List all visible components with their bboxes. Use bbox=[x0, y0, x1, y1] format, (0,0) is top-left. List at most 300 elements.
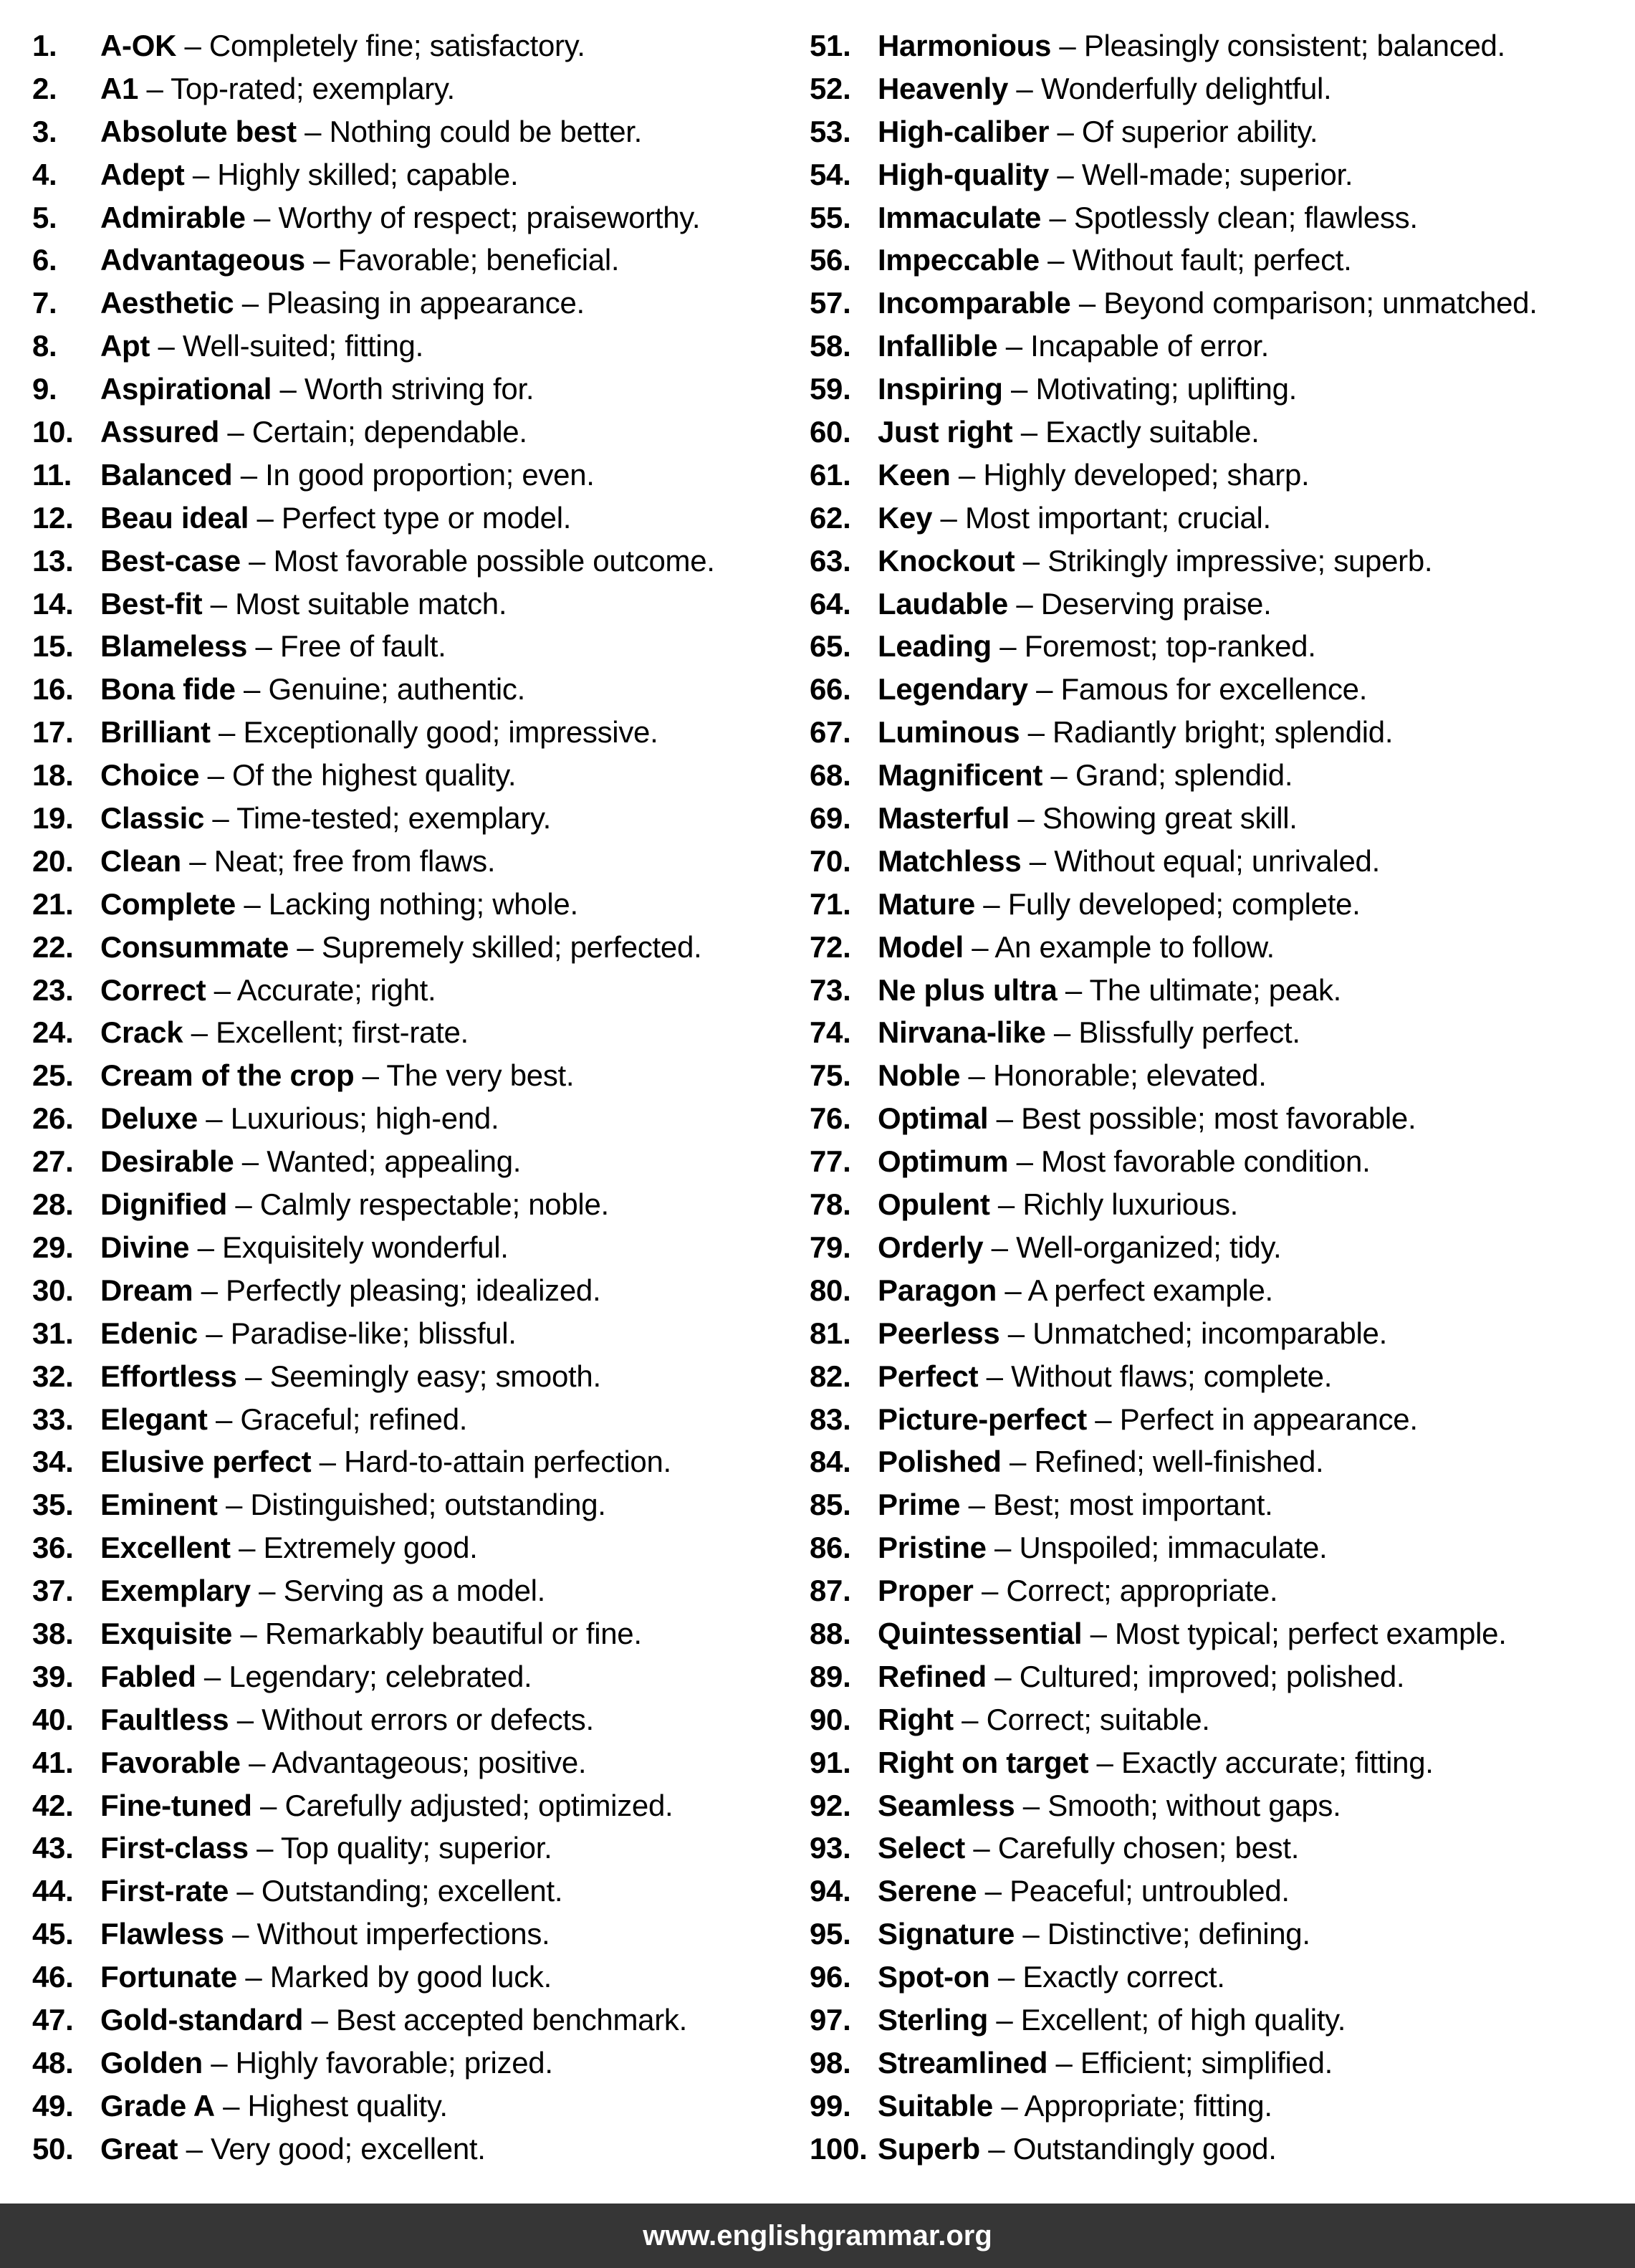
item-number: 9. bbox=[32, 372, 57, 406]
separator: – bbox=[226, 1187, 260, 1222]
list-item bbox=[810, 1612, 1626, 1655]
list-item bbox=[810, 1269, 1626, 1312]
item-definition: Advantageous; positive. bbox=[272, 1745, 587, 1779]
item-definition: Perfect in appearance. bbox=[1119, 1402, 1418, 1436]
item-definition: Exactly correct. bbox=[1022, 1960, 1225, 1994]
item-number: 71. bbox=[810, 886, 851, 921]
item-term: Excellent bbox=[100, 1531, 231, 1565]
separator: – bbox=[193, 1273, 226, 1307]
item-number: 74. bbox=[810, 1015, 851, 1050]
item-number: 75. bbox=[810, 1058, 851, 1093]
separator: – bbox=[1039, 243, 1073, 277]
separator: – bbox=[1015, 1788, 1048, 1822]
separator: – bbox=[1049, 157, 1082, 191]
separator: – bbox=[229, 1874, 262, 1908]
item-definition: Highly favorable; prized. bbox=[235, 2045, 553, 2080]
separator: – bbox=[979, 2131, 1013, 2166]
list-item bbox=[32, 1440, 806, 1483]
item-term: Blameless bbox=[100, 629, 248, 664]
list-item bbox=[32, 1827, 806, 1870]
list-item bbox=[32, 153, 806, 196]
list-item bbox=[810, 1698, 1626, 1741]
item-definition: An example to follow. bbox=[994, 929, 1275, 964]
list-item bbox=[32, 1913, 806, 1956]
list-item bbox=[810, 1226, 1626, 1269]
item-term: Knockout bbox=[878, 543, 1015, 578]
item-number: 52. bbox=[810, 71, 851, 105]
list-item bbox=[810, 368, 1626, 411]
item-number: 88. bbox=[810, 1616, 851, 1650]
separator: – bbox=[150, 329, 183, 363]
list-item bbox=[810, 797, 1626, 840]
item-definition: Well-organized; tidy. bbox=[1016, 1230, 1282, 1264]
item-number: 28. bbox=[32, 1187, 74, 1222]
item-number: 38. bbox=[32, 1616, 74, 1650]
list-item bbox=[32, 1097, 806, 1140]
list-item bbox=[810, 1398, 1626, 1441]
separator: – bbox=[303, 2002, 336, 2037]
item-definition: Perfect type or model. bbox=[281, 500, 572, 535]
list-item bbox=[32, 625, 806, 668]
list-item bbox=[32, 797, 806, 840]
item-term: Streamlined bbox=[878, 2045, 1048, 2080]
item-number: 76. bbox=[810, 1101, 851, 1136]
list-item bbox=[810, 1183, 1626, 1226]
list-item bbox=[810, 926, 1626, 969]
item-definition: Worthy of respect; praiseworthy. bbox=[278, 200, 701, 234]
list-item bbox=[810, 24, 1626, 67]
item-term: Heavenly bbox=[878, 71, 1009, 105]
separator: – bbox=[219, 415, 252, 449]
separator: – bbox=[245, 200, 279, 234]
item-definition: Most favorable possible outcome. bbox=[273, 543, 715, 578]
list-item bbox=[810, 1655, 1626, 1698]
separator: – bbox=[210, 715, 244, 750]
list-item bbox=[32, 1398, 806, 1441]
item-number: 98. bbox=[810, 2045, 851, 2080]
separator: – bbox=[1057, 972, 1090, 1007]
item-definition: Showing great skill. bbox=[1042, 801, 1298, 836]
item-term: Polished bbox=[878, 1445, 1002, 1479]
item-term: Crack bbox=[100, 1015, 183, 1050]
item-term: Impeccable bbox=[878, 243, 1040, 277]
separator: – bbox=[1086, 1402, 1120, 1436]
item-definition: Carefully adjusted; optimized. bbox=[284, 1788, 673, 1822]
list-item bbox=[32, 883, 806, 926]
item-definition: Very good; excellent. bbox=[211, 2131, 486, 2166]
item-number: 29. bbox=[32, 1230, 74, 1264]
item-number: 25. bbox=[32, 1058, 74, 1093]
word-list-right-column bbox=[810, 24, 1626, 2171]
separator: – bbox=[181, 843, 214, 878]
separator: – bbox=[963, 929, 995, 964]
list-item bbox=[32, 1483, 806, 1526]
list-item bbox=[810, 1741, 1626, 1784]
item-number: 11. bbox=[32, 457, 72, 492]
item-number: 100. bbox=[810, 2131, 868, 2166]
item-definition: Cultured; improved; polished. bbox=[1019, 1659, 1405, 1693]
list-item bbox=[32, 583, 806, 626]
item-definition: Refined; well-finished. bbox=[1034, 1445, 1324, 1479]
item-number: 47. bbox=[32, 2002, 74, 2037]
item-definition: Beyond comparison; unmatched. bbox=[1103, 286, 1538, 320]
item-definition: Top-rated; exemplary. bbox=[171, 71, 455, 105]
item-term: Deluxe bbox=[100, 1101, 198, 1136]
item-term: Grade A bbox=[100, 2088, 215, 2123]
list-item bbox=[32, 239, 806, 282]
item-number: 86. bbox=[810, 1531, 851, 1565]
separator: – bbox=[989, 1187, 1023, 1222]
separator: – bbox=[214, 2088, 248, 2123]
item-definition: Famous for excellence. bbox=[1060, 672, 1368, 707]
item-term: Consummate bbox=[100, 929, 289, 964]
separator: – bbox=[1012, 415, 1046, 449]
item-definition: Peaceful; untroubled. bbox=[1010, 1874, 1290, 1908]
item-number: 63. bbox=[810, 543, 851, 578]
item-number: 90. bbox=[810, 1702, 851, 1736]
list-item bbox=[32, 1612, 806, 1655]
item-term: Dream bbox=[100, 1273, 193, 1307]
item-number: 95. bbox=[810, 1917, 851, 1951]
separator: – bbox=[235, 886, 269, 921]
item-definition: Wonderfully delightful. bbox=[1040, 71, 1332, 105]
item-term: Masterful bbox=[878, 801, 1010, 836]
item-definition: Without imperfections. bbox=[256, 1917, 550, 1951]
separator: – bbox=[1010, 801, 1042, 836]
item-definition: Efficient; simplified. bbox=[1080, 2045, 1333, 2080]
item-definition: Favorable; beneficial. bbox=[337, 243, 620, 277]
list-item bbox=[810, 840, 1626, 883]
item-definition: Most suitable match. bbox=[235, 586, 507, 621]
list-item bbox=[810, 1569, 1626, 1612]
item-definition: Pleasing in appearance. bbox=[267, 286, 585, 320]
list-item bbox=[32, 1183, 806, 1226]
item-number: 49. bbox=[32, 2088, 74, 2123]
list-item bbox=[810, 282, 1626, 325]
item-term: Cream of the crop bbox=[100, 1058, 355, 1093]
separator: – bbox=[1082, 1616, 1116, 1650]
item-term: Desirable bbox=[100, 1144, 234, 1179]
item-definition: Worth striving for. bbox=[304, 372, 534, 406]
item-definition: Luxurious; high-end. bbox=[230, 1101, 499, 1136]
list-item bbox=[32, 969, 806, 1012]
list-item bbox=[810, 1870, 1626, 1913]
list-item bbox=[810, 497, 1626, 540]
separator: – bbox=[178, 2131, 211, 2166]
item-term: Elegant bbox=[100, 1402, 208, 1436]
item-term: Faultless bbox=[100, 1702, 229, 1736]
separator: – bbox=[235, 672, 269, 707]
item-number: 58. bbox=[810, 329, 851, 363]
separator: – bbox=[250, 1574, 284, 1608]
list-item bbox=[810, 1913, 1626, 1956]
separator: – bbox=[1020, 715, 1053, 750]
item-number: 68. bbox=[810, 758, 851, 793]
list-item bbox=[32, 668, 806, 711]
separator: – bbox=[189, 1230, 223, 1264]
list-item bbox=[32, 1569, 806, 1612]
separator: – bbox=[960, 1488, 994, 1522]
item-definition: Blissfully perfect. bbox=[1078, 1015, 1300, 1050]
item-term: Edenic bbox=[100, 1316, 198, 1350]
item-term: Best-case bbox=[100, 543, 241, 578]
separator: – bbox=[207, 1402, 241, 1436]
item-number: 51. bbox=[810, 29, 851, 62]
item-definition: Radiantly bright; splendid. bbox=[1053, 715, 1394, 750]
item-number: 30. bbox=[32, 1273, 74, 1307]
item-number: 44. bbox=[32, 1874, 74, 1908]
item-definition: Of the highest quality. bbox=[232, 758, 517, 793]
item-definition: Distinguished; outstanding. bbox=[250, 1488, 606, 1522]
item-number: 61. bbox=[810, 457, 851, 492]
item-definition: Highest quality. bbox=[247, 2088, 448, 2123]
item-term: Golden bbox=[100, 2045, 203, 2080]
item-term: Admirable bbox=[100, 200, 246, 234]
separator: – bbox=[991, 629, 1025, 664]
item-term: Serene bbox=[878, 1874, 977, 1908]
list-item bbox=[810, 1312, 1626, 1355]
item-definition: Fully developed; complete. bbox=[1007, 886, 1361, 921]
separator: – bbox=[234, 1144, 267, 1179]
item-definition: Exactly accurate; fitting. bbox=[1121, 1745, 1434, 1779]
list-item bbox=[32, 1011, 806, 1054]
separator: – bbox=[247, 629, 280, 664]
item-number: 23. bbox=[32, 972, 74, 1007]
item-definition: Spotlessly clean; flawless. bbox=[1073, 200, 1418, 234]
item-definition: Paradise-like; blissful. bbox=[230, 1316, 517, 1350]
item-term: Absolute best bbox=[100, 114, 297, 148]
item-number: 1. bbox=[32, 29, 57, 62]
list-item bbox=[32, 1355, 806, 1398]
item-number: 72. bbox=[810, 929, 851, 964]
list-item bbox=[32, 1741, 806, 1784]
item-number: 14. bbox=[32, 586, 74, 621]
separator: – bbox=[1015, 543, 1048, 578]
separator: – bbox=[296, 114, 330, 148]
item-number: 16. bbox=[32, 672, 74, 707]
separator: – bbox=[977, 1874, 1010, 1908]
separator: – bbox=[305, 243, 338, 277]
list-item bbox=[32, 497, 806, 540]
list-item bbox=[810, 883, 1626, 926]
item-definition: Distinctive; defining. bbox=[1047, 1917, 1310, 1951]
item-number: 24. bbox=[32, 1015, 74, 1050]
item-number: 83. bbox=[810, 1402, 851, 1436]
separator: – bbox=[138, 71, 171, 105]
item-number: 40. bbox=[32, 1702, 74, 1736]
item-term: Signature bbox=[878, 1917, 1015, 1951]
item-number: 18. bbox=[32, 758, 74, 793]
item-definition: Time-tested; exemplary. bbox=[236, 801, 551, 836]
item-term: Mature bbox=[878, 886, 975, 921]
item-definition: Highly skilled; capable. bbox=[217, 157, 519, 191]
item-term: A-OK bbox=[100, 29, 177, 62]
item-term: A1 bbox=[100, 71, 139, 105]
list-item bbox=[32, 1312, 806, 1355]
item-number: 92. bbox=[810, 1788, 851, 1822]
separator: – bbox=[1021, 843, 1055, 878]
item-definition: Most typical; perfect example. bbox=[1115, 1616, 1507, 1650]
item-term: Eminent bbox=[100, 1488, 218, 1522]
item-definition: Well-suited; fitting. bbox=[182, 329, 423, 363]
item-number: 54. bbox=[810, 157, 851, 191]
item-number: 94. bbox=[810, 1874, 851, 1908]
separator: – bbox=[232, 1616, 265, 1650]
item-number: 33. bbox=[32, 1402, 74, 1436]
item-number: 42. bbox=[32, 1788, 74, 1822]
item-term: Exemplary bbox=[100, 1574, 251, 1608]
item-number: 82. bbox=[810, 1359, 851, 1393]
item-number: 34. bbox=[32, 1445, 74, 1479]
list-item bbox=[32, 196, 806, 239]
list-item bbox=[32, 1784, 806, 1827]
item-number: 12. bbox=[32, 500, 74, 535]
item-definition: Best accepted benchmark. bbox=[335, 2002, 687, 2037]
list-item bbox=[32, 1698, 806, 1741]
item-definition: Accurate; right. bbox=[236, 972, 436, 1007]
item-term: Superb bbox=[878, 2131, 980, 2166]
item-definition: Perfectly pleasing; idealized. bbox=[226, 1273, 601, 1307]
item-number: 19. bbox=[32, 801, 74, 836]
item-definition: Correct; appropriate. bbox=[1006, 1574, 1278, 1608]
item-definition: Top quality; superior. bbox=[280, 1831, 552, 1865]
item-definition: Exceptionally good; impressive. bbox=[243, 715, 658, 750]
list-item bbox=[32, 2042, 806, 2085]
item-number: 27. bbox=[32, 1144, 74, 1179]
separator: – bbox=[978, 1359, 1012, 1393]
list-item bbox=[32, 1999, 806, 2042]
separator: – bbox=[986, 1659, 1020, 1693]
item-term: Inspiring bbox=[878, 372, 1003, 406]
item-number: 45. bbox=[32, 1917, 74, 1951]
list-item bbox=[810, 1355, 1626, 1398]
list-item bbox=[32, 711, 806, 754]
item-definition: Supremely skilled; perfected. bbox=[321, 929, 702, 964]
item-definition: Lacking nothing; whole. bbox=[268, 886, 578, 921]
item-number: 6. bbox=[32, 243, 57, 277]
item-number: 39. bbox=[32, 1659, 74, 1693]
item-number: 62. bbox=[810, 500, 851, 535]
list-item bbox=[810, 454, 1626, 497]
item-term: Fabled bbox=[100, 1659, 196, 1693]
list-item bbox=[32, 1054, 806, 1097]
item-term: Peerless bbox=[878, 1316, 1000, 1350]
item-term: Best-fit bbox=[100, 586, 203, 621]
item-term: Leading bbox=[878, 629, 992, 664]
item-term: Nirvana-like bbox=[878, 1015, 1046, 1050]
separator: – bbox=[1007, 586, 1041, 621]
item-definition: Carefully chosen; best. bbox=[997, 1831, 1300, 1865]
separator: – bbox=[1041, 200, 1074, 234]
item-number: 81. bbox=[810, 1316, 851, 1350]
item-term: Right on target bbox=[878, 1745, 1089, 1779]
separator: – bbox=[248, 1831, 281, 1865]
item-term: Magnificent bbox=[878, 758, 1043, 793]
item-term: Adept bbox=[100, 157, 185, 191]
item-term: Noble bbox=[878, 1058, 961, 1093]
item-definition: Of superior ability. bbox=[1081, 114, 1318, 148]
list-item bbox=[32, 325, 806, 368]
item-number: 43. bbox=[32, 1831, 74, 1865]
item-definition: The ultimate; peak. bbox=[1089, 972, 1342, 1007]
item-term: Elusive perfect bbox=[100, 1445, 312, 1479]
item-definition: Excellent; first-rate. bbox=[216, 1015, 469, 1050]
list-item bbox=[810, 1483, 1626, 1526]
list-item bbox=[810, 196, 1626, 239]
item-definition: Deserving praise. bbox=[1040, 586, 1272, 621]
item-number: 15. bbox=[32, 629, 74, 664]
item-number: 77. bbox=[810, 1144, 851, 1179]
item-definition: Grand; splendid. bbox=[1075, 758, 1293, 793]
item-definition: Without errors or defects. bbox=[262, 1702, 594, 1736]
separator: – bbox=[199, 758, 233, 793]
separator: – bbox=[932, 500, 965, 535]
item-number: 55. bbox=[810, 200, 851, 234]
item-term: Brilliant bbox=[100, 715, 211, 750]
website-link[interactable]: www.englishgrammar.org bbox=[643, 2220, 992, 2252]
item-term: Proper bbox=[878, 1574, 974, 1608]
item-number: 87. bbox=[810, 1574, 851, 1608]
item-number: 37. bbox=[32, 1574, 74, 1608]
item-number: 31. bbox=[32, 1316, 74, 1350]
separator: – bbox=[1088, 1745, 1121, 1779]
item-definition: The very best. bbox=[386, 1058, 575, 1093]
item-number: 66. bbox=[810, 672, 851, 707]
item-term: High-quality bbox=[878, 157, 1050, 191]
item-number: 10. bbox=[32, 415, 74, 449]
list-item bbox=[32, 1655, 806, 1698]
item-number: 69. bbox=[810, 801, 851, 836]
item-definition: Seemingly easy; smooth. bbox=[269, 1359, 601, 1393]
item-definition: Best possible; most favorable. bbox=[1021, 1101, 1416, 1136]
item-number: 85. bbox=[810, 1488, 851, 1522]
separator: – bbox=[184, 157, 218, 191]
item-number: 32. bbox=[32, 1359, 74, 1393]
list-item bbox=[32, 282, 806, 325]
list-item bbox=[32, 540, 806, 583]
item-definition: Serving as a model. bbox=[283, 1574, 546, 1608]
list-item bbox=[810, 2128, 1626, 2171]
separator: – bbox=[311, 1445, 345, 1479]
list-item bbox=[810, 625, 1626, 668]
item-definition: Exactly suitable. bbox=[1045, 415, 1260, 449]
separator: – bbox=[1008, 1144, 1042, 1179]
item-definition: Remarkably beautiful or fine. bbox=[264, 1616, 642, 1650]
item-term: Keen bbox=[878, 457, 951, 492]
list-item bbox=[810, 239, 1626, 282]
separator: – bbox=[234, 286, 267, 320]
list-item bbox=[810, 1440, 1626, 1483]
separator: – bbox=[973, 1574, 1007, 1608]
separator: – bbox=[229, 1702, 262, 1736]
item-definition: Without fault; perfect. bbox=[1072, 243, 1352, 277]
item-term: Quintessential bbox=[878, 1616, 1083, 1650]
list-item bbox=[810, 668, 1626, 711]
list-item bbox=[810, 2042, 1626, 2085]
item-term: Balanced bbox=[100, 457, 233, 492]
separator: – bbox=[1001, 1445, 1035, 1479]
list-item bbox=[810, 754, 1626, 797]
list-item bbox=[32, 110, 806, 153]
item-number: 21. bbox=[32, 886, 74, 921]
item-term: Apt bbox=[100, 329, 150, 363]
item-term: Infallible bbox=[878, 329, 998, 363]
item-number: 67. bbox=[810, 715, 851, 750]
list-item bbox=[32, 2128, 806, 2171]
separator: – bbox=[197, 1101, 231, 1136]
list-item bbox=[32, 411, 806, 454]
item-definition: Without flaws; complete. bbox=[1011, 1359, 1333, 1393]
